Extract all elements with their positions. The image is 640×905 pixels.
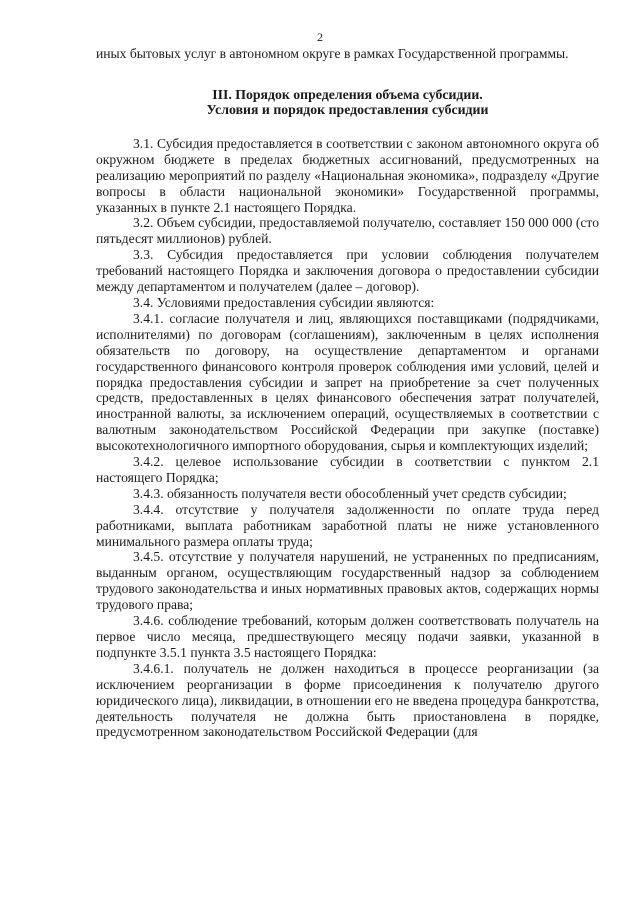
section-title-line2: Условия и порядок предоставления субсидии — [206, 102, 489, 118]
page-number: 2 — [317, 30, 323, 44]
paragraph-3-4-2: 3.4.2. целевое использование субсидии в соответствии с пунктом 2.1 настоящего Порядка; — [96, 454, 599, 485]
paragraph-3-4-3: 3.4.3. обязанность получателя вести обособленный учет средств субсидии; — [133, 485, 567, 501]
paragraph-3-4-1: 3.4.1. согласие получателя и лиц, являющихся поставщиками (подрядчиками, исполнителями) по договорам (соглашениям), заключенным в целях исполнения обязательств по договору, на осуществление департаментом и органами государственного финансового контроля проверок соблюдения ими условий, целей и порядка предоставления субсидии и запрет на приобретение за счет полученных средств, предоставленных в целях финансового обеспечения затрат получателей, иностранной валюты, за исключением операций, осуществляемых в соответствии с валютным законодательством Российской Федерации при закупке (поставке) высокотехнологичного импортного оборудования, сырья и комплектующих изделий; — [96, 310, 599, 454]
section-heading — [96, 87, 599, 118]
section-title-line1: III. Порядок определения объема субсидии. — [212, 86, 483, 102]
paragraph-3-4: 3.4. Условиями предоставления субсидии являются: — [133, 294, 435, 310]
paragraph-3-4-4: 3.4.4. отсутствие у получателя задолженности по оплате труда перед работниками, выплата работникам заработной платы не ниже установленного минимального размера оплаты труда; — [96, 501, 599, 549]
paragraph-3-4-6-1: 3.4.6.1. получатель не должен находиться в процессе реорганизации (за исключением реорганизации в форме присоединения к получателю другого юридического лица), ликвидации, в отношении его не введена процедура банкротства, деятельность получателя не должна быть приостановлена в порядке, предусмотренном законодательством Российской Федерации (для — [96, 660, 599, 740]
document-body — [96, 46, 599, 740]
paragraph-3-2: 3.2. Объем субсидии, предоставляемой получателю, составляет 150 000 000 (сто пятьдесят миллионов) рублей. — [96, 215, 599, 247]
intro-fragment: иных бытовых услуг в автономном округе в рамках Государственной программы. — [96, 46, 569, 61]
paragraph-3-1: 3.1. Субсидия предоставляется в соответствии с законом автономного округа об окружном бюджете в пределах бюджетных ассигнований, предусмотренных на реализацию мероприятий по разделу «Национальная экономика», подразделу «Другие вопросы в области национальной экономики» Государственной программы, указанных в пункте 2.1 настоящего Порядка. — [96, 135, 599, 215]
paragraph-3-3: 3.3. Субсидия предоставляется при условии соблюдения получателем требований настоящего Порядка и заключения договора о предоставлении субсидии между департаментом и получателем (далее – договор). — [96, 247, 599, 295]
paragraph-3-4-6: 3.4.6. соблюдение требований, которым должен соответствовать получатель на первое число месяца, предшествующего месяцу подачи заявки, указанной в подпункте 3.5.1 пункта 3.5 настоящего Порядка: — [96, 613, 599, 660]
paragraph-3-4-5: 3.4.5. отсутствие у получателя нарушений, не устраненных по предписаниям, выданным органом, осуществляющим государственный надзор за соблюдением трудового законодательства и иных нормативных правовых актов, содержащих нормы трудового права; — [96, 549, 599, 613]
